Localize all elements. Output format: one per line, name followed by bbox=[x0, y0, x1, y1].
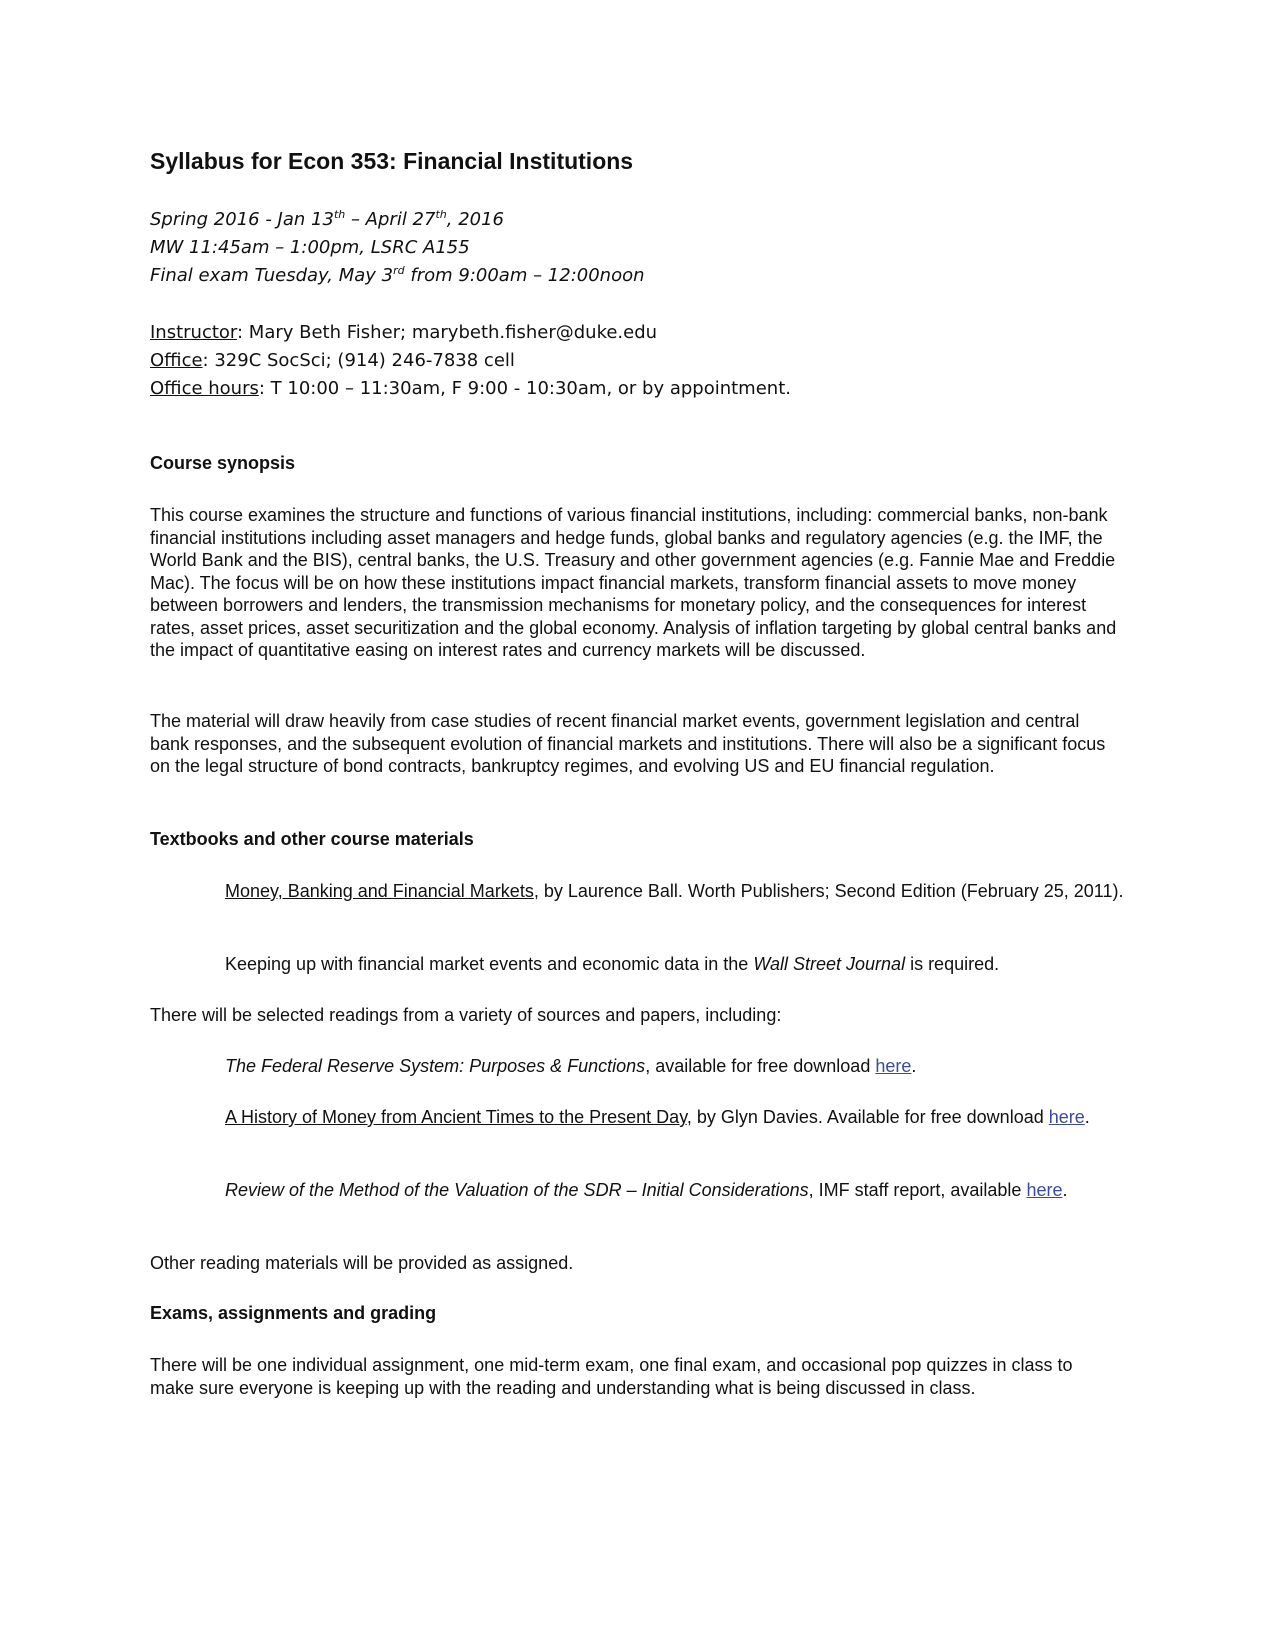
history-reading: A History of Money from Ancient Times to the Present Day, by Glyn Davies. Available for free download here. bbox=[225, 1107, 1090, 1127]
wsj-entry: Keeping up with financial market events and economic data in the Wall Street Journal is required. bbox=[225, 954, 1000, 974]
sdr-title: Review of the Method of the Valuation of the SDR – Initial Considerations bbox=[225, 1180, 809, 1200]
page-title: Syllabus for Econ 353: Financial Institutions bbox=[150, 148, 634, 174]
instructor-label: Instructor bbox=[150, 322, 238, 343]
office-line: Office: 329C SocSci; (914) 246-7838 cell bbox=[150, 350, 515, 371]
office-label: Office bbox=[150, 350, 203, 371]
fed-title: The Federal Reserve System: Purposes & Functions bbox=[225, 1056, 646, 1076]
synopsis-heading: Course synopsis bbox=[150, 453, 296, 473]
history-download-link[interactable]: here bbox=[1048, 1107, 1085, 1127]
grading-paragraph: There will be one individual assignment, one mid-term exam, one final exam, and occasional pop quizzes in class to make sure everyone is keeping up with the reading and understanding what is being discussed in class. bbox=[150, 1355, 1073, 1398]
fed-reading: The Federal Reserve System: Purposes & Functions, available for free download here. bbox=[225, 1056, 917, 1076]
materials-heading: Textbooks and other course materials bbox=[150, 829, 474, 849]
synopsis-paragraph-1: This course examines the structure and functions of various financial institutions, including: commercial banks, non-bank financial institutions including asset managers and hedge funds, global banks and regulatory agencies (e.g. the IMF, the World Bank and the BIS), central banks, the U.S. Treasury and other government agencies (e.g. Fannie Mae and Freddie Mac). The focus will be on how these institutions impact financial markets, transform financial assets to move money between borrowers and lenders, the transmission mechanisms for monetary policy, and the consequences for interest rates, asset prices, asset securitization and the global economy. Analysis of inflation targeting by global central banks and the impact of quantitative easing on interest rates and currency markets will be discussed. bbox=[150, 505, 1117, 660]
term-dates: Spring 2016 - Jan 13th – April 27th, 2016 bbox=[150, 208, 505, 230]
office-hours-label: Office hours bbox=[150, 378, 259, 399]
course-schedule bbox=[150, 206, 1150, 290]
class-meeting-time: MW 11:45am – 1:00pm, LSRC A155 bbox=[150, 237, 470, 258]
textbook-entry: Money, Banking and Financial Markets, by Laurence Ball. Worth Publishers; Second Edition (February 25, 2011). bbox=[225, 881, 1124, 901]
instructor-line: Instructor: Mary Beth Fisher; marybeth.fisher@duke.edu bbox=[150, 322, 658, 343]
instructor-contact bbox=[150, 319, 1150, 403]
sdr-reading: Review of the Method of the Valuation of the SDR – Initial Considerations, IMF staff report, available here. bbox=[225, 1180, 1068, 1200]
fed-download-link[interactable]: here bbox=[875, 1056, 912, 1076]
final-exam-time: Final exam Tuesday, May 3rd from 9:00am – 12:00noon bbox=[150, 264, 645, 286]
grading-heading: Exams, assignments and grading bbox=[150, 1303, 437, 1323]
other-materials-note: Other reading materials will be provided as assigned. bbox=[150, 1253, 574, 1273]
history-title: A History of Money from Ancient Times to the Present Day bbox=[225, 1107, 687, 1127]
textbook-title: Money, Banking and Financial Markets bbox=[225, 881, 534, 901]
synopsis-paragraph-2: The material will draw heavily from case studies of recent financial market events, government legislation and central bank responses, and the subsequent evolution of financial markets and institutions. There will also be a significant focus on the legal structure of bond contracts, bankruptcy regimes, and evolving US and EU financial regulation. bbox=[150, 711, 1106, 776]
wsj-title: Wall Street Journal bbox=[753, 954, 906, 974]
office-hours-line: Office hours: T 10:00 – 11:30am, F 9:00 - 10:30am, or by appointment. bbox=[150, 378, 791, 399]
sdr-link[interactable]: here bbox=[1026, 1180, 1063, 1200]
readings-intro: There will be selected readings from a variety of sources and papers, including: bbox=[150, 1005, 782, 1025]
